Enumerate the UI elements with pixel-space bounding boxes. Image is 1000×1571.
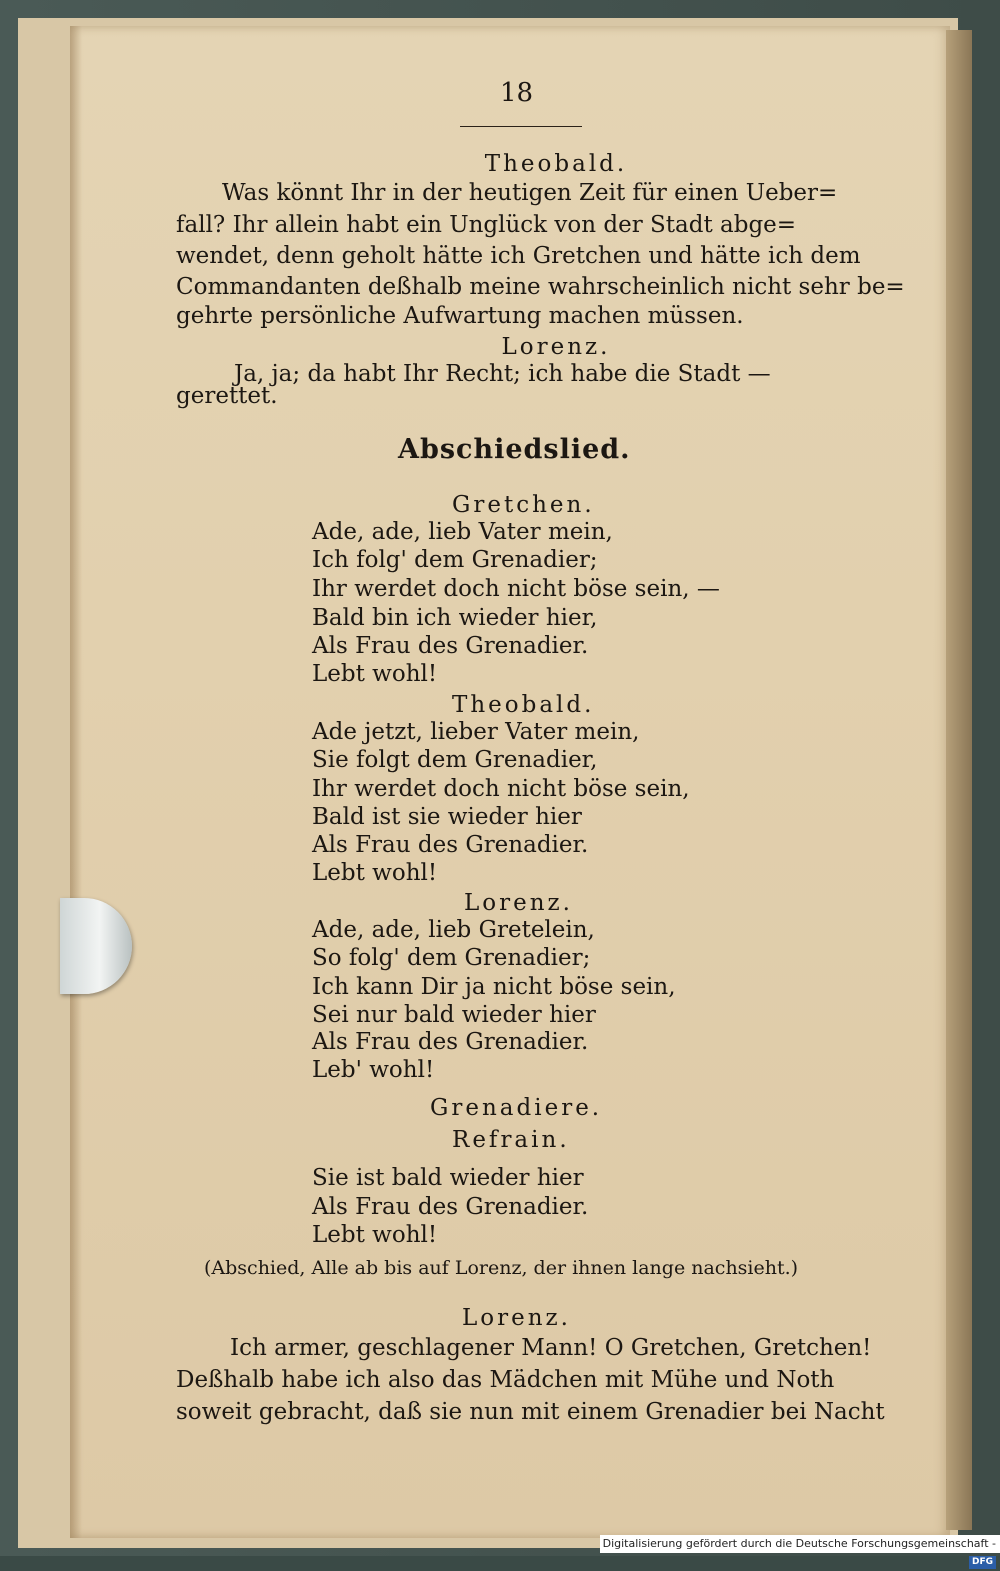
paragraph-line: gerettet.: [176, 383, 278, 409]
song-title: Abschiedslied.: [398, 434, 631, 465]
paragraph-line: fall? Ihr allein habt ein Unglück von der Stadt abge=: [176, 212, 797, 238]
page-number: 18: [500, 78, 534, 108]
paragraph-line: Ja, ja; da habt Ihr Recht; ich habe die Stadt —: [234, 361, 771, 387]
paragraph-line: soweit gebracht, daß sie nun mit einem Grenadier bei Nacht: [176, 1399, 885, 1425]
verse-line: Ihr werdet doch nicht böse sein, —: [312, 576, 720, 602]
verse-line: Sie ist bald wieder hier: [312, 1165, 584, 1191]
speaker-theobald: Theobald.: [484, 151, 628, 177]
speaker-gretchen: Gretchen.: [452, 492, 595, 518]
verse-line: Bald ist sie wieder hier: [312, 804, 582, 830]
verse-line: Ade, ade, lieb Gretelein,: [312, 917, 595, 943]
footer-credit: [600, 1535, 1000, 1567]
paragraph-line: gehrte persönliche Aufwartung machen müssen.: [176, 303, 744, 329]
paragraph-line: Was könnt Ihr in der heutigen Zeit für einen Ueber=: [222, 180, 838, 206]
book-page: [70, 26, 950, 1538]
paragraph-line: Commandanten deßhalb meine wahrscheinlich nicht sehr be=: [176, 274, 905, 300]
page-edge: [946, 30, 972, 1530]
verse-line: Sei nur bald wieder hier: [312, 1002, 596, 1028]
verse-line: Als Frau des Grenadier.: [312, 832, 589, 858]
verse-line: Lebt wohl!: [312, 1222, 438, 1248]
verse-line: Ihr werdet doch nicht böse sein,: [312, 776, 690, 802]
verse-line: Lebt wohl!: [312, 661, 438, 687]
speaker-grenadiere: Grenadiere.: [430, 1095, 603, 1121]
verse-line: Ade, ade, lieb Vater mein,: [312, 519, 613, 545]
page-gutter: [70, 26, 82, 1538]
stage-direction: (Abschied, Alle ab bis auf Lorenz, der ihnen lange nachsieht.): [204, 1257, 799, 1279]
verse-line: Als Frau des Grenadier.: [312, 1029, 589, 1055]
header-rule: [460, 126, 582, 127]
verse-line: Ade jetzt, lieber Vater mein,: [312, 719, 640, 745]
paragraph-line: Ich armer, geschlagener Mann! O Gretchen, Gretchen!: [230, 1335, 872, 1361]
verse-line: Ich kann Dir ja nicht böse sein,: [312, 974, 676, 1000]
verse-line: Lebt wohl!: [312, 860, 438, 886]
paragraph-line: Deßhalb habe ich also das Mädchen mit Mühe und Noth: [176, 1367, 835, 1393]
speaker-lorenz: Lorenz.: [464, 890, 573, 916]
paragraph-line: wendet, denn geholt hätte ich Gretchen und hätte ich dem: [176, 243, 861, 269]
verse-line: Ich folg' dem Grenadier;: [312, 547, 598, 573]
dfg-logo-icon: DFG: [969, 1556, 996, 1569]
speaker-theobald: Theobald.: [452, 692, 595, 718]
verse-line: Bald bin ich wieder hier,: [312, 605, 598, 631]
verse-line: So folg' dem Grenadier;: [312, 945, 591, 971]
speaker-lorenz: Lorenz.: [501, 334, 611, 360]
verse-line: Sie folgt dem Grenadier,: [312, 747, 598, 773]
verse-line: Als Frau des Grenadier.: [312, 1194, 589, 1220]
refrain-label: Refrain.: [452, 1127, 570, 1153]
verse-line: Leb' wohl!: [312, 1057, 435, 1083]
footer-text: Digitalisierung gefördert durch die Deutsche Forschungsgemeinschaft -: [602, 1537, 996, 1550]
speaker-lorenz: Lorenz.: [462, 1305, 571, 1331]
verse-line: Als Frau des Grenadier.: [312, 633, 589, 659]
